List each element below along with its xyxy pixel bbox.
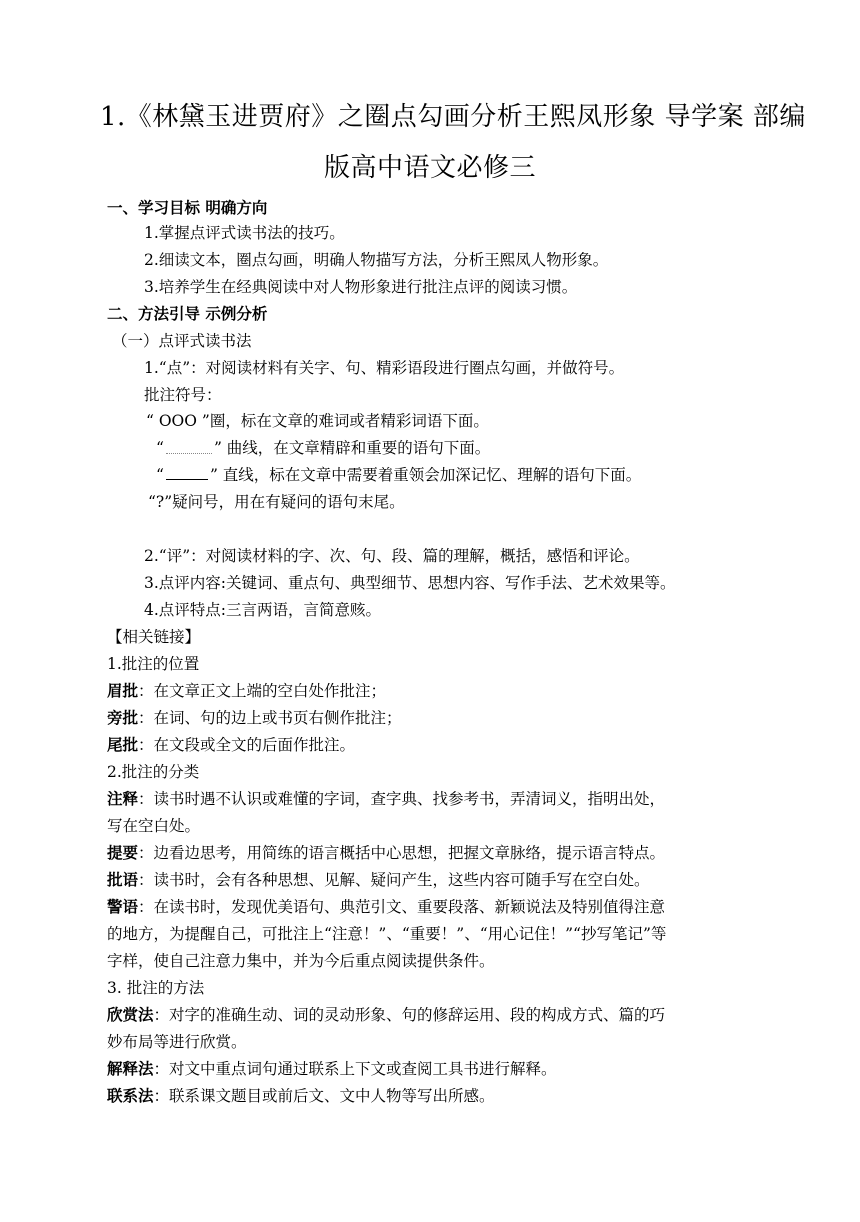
- text-jingyu-3: 字样，使自己注意力集中，并为今后重点阅读提供条件。: [107, 952, 495, 970]
- position-pangpi: [107, 708, 402, 728]
- point-feature: 4.点评特点:三言两语，言简意赅。: [144, 601, 382, 619]
- term-jingyu: 警语: [107, 898, 139, 916]
- text-meipi: ：在文章正文上端的空白处作批注；: [138, 682, 387, 700]
- point-dian: 1.“点”：对阅读材料有关字、句、精彩语段进行圈点勾画，并做符号。: [144, 359, 625, 377]
- category-jingyu: [107, 897, 665, 917]
- text-tiyao: ：边看边思考，用简练的语言概括中心思想，把握文章脉络，提示语言特点。: [138, 844, 666, 862]
- category-piyu: [107, 870, 650, 890]
- text-piyu: ：读书时，会有各种思想、见解、疑问产生，这些内容可随手写在空白处。: [138, 871, 650, 889]
- symbol-line-open: “: [156, 466, 164, 484]
- category-tiyao: [107, 843, 665, 863]
- text-lianxi: ：联系课文题目或前后文、文中人物等写出所感。: [153, 1087, 495, 1105]
- symbol-wavy-text: ” 曲线，在文章精辟和重要的语句下面。: [213, 439, 491, 457]
- text-zhushi-1: ：读书时遇不认识或难懂的字词，查字典、找参考书，弄清词义，指明出处，: [138, 790, 666, 808]
- text-weipi: ：在文段或全文的后面作批注。: [138, 736, 356, 754]
- text-jingyu-1: ：在读书时，发现优美语句、典范引文、重要段落、新颖说法及特别值得注意: [138, 898, 666, 916]
- category-title: 2.批注的分类: [107, 763, 200, 781]
- goal-item-2: 2.细读文本，圈点勾画，明确人物描写方法，分析王熙凤人物形象。: [144, 251, 609, 269]
- text-jieshi: ：对文中重点词句通过联系上下文或查阅工具书进行解释。: [153, 1060, 557, 1078]
- position-weipi: [107, 735, 355, 755]
- wavy-line-sample: [166, 445, 212, 454]
- symbol-straight: [156, 465, 641, 485]
- text-jingyu-2: 的地方，为提醒自己，可批注上“注意！”、“重要！”、“用心记住！”“抄写笔记”等: [107, 925, 667, 943]
- links-heading: 【相关链接】: [107, 628, 201, 646]
- symbols-label: 批注符号：: [144, 386, 222, 404]
- subsection-title: （一）点评式读书法: [112, 332, 252, 350]
- symbol-line-text: ” 直线，标在文章中需要着重领会加深记忆、理解的语句下面。: [209, 466, 642, 484]
- term-weipi: 尾批: [107, 736, 139, 754]
- term-lianxi: 联系法: [107, 1087, 154, 1105]
- doc-title-line1: 1.《林黛玉进贾府》之圈点勾画分析王熙凤形象 导学案 部编: [100, 102, 806, 132]
- symbol-circle: “ OOO ”圈，标在文章的难词或者精彩词语下面。: [146, 412, 489, 430]
- point-content: 3.点评内容:关键词、重点句、典型细节、思想内容、写作手法、艺术效果等。: [144, 574, 676, 592]
- term-pangpi: 旁批: [107, 709, 139, 727]
- category-zhushi: [107, 789, 665, 809]
- symbol-wavy: [156, 438, 490, 458]
- section1-heading: 一、学习目标 明确方向: [107, 199, 268, 217]
- term-piyu: 批语: [107, 871, 139, 889]
- text-xinshang-2: 妙布局等进行欣赏。: [107, 1033, 247, 1051]
- method-title: 3. 批注的方法: [107, 979, 205, 997]
- point-ping: 2.“评”：对阅读材料的字、次、句、段、篇的理解，概括，感悟和评论。: [144, 547, 640, 565]
- straight-line-sample: [166, 465, 208, 480]
- term-tiyao: 提要: [107, 844, 139, 862]
- position-meipi: [107, 681, 386, 701]
- goal-item-3: 3.培养学生在经典阅读中对人物形象进行批注点评的阅读习惯。: [144, 278, 578, 296]
- method-lianxi: [107, 1086, 495, 1106]
- term-xinshang: 欣赏法: [107, 1006, 154, 1024]
- doc-title-line2: 版高中语文必修三: [323, 153, 536, 183]
- method-xinshang: [107, 1005, 665, 1025]
- text-zhushi-2: 写在空白处。: [107, 817, 201, 835]
- symbol-wavy-open: “: [156, 439, 164, 457]
- symbol-question: “?”疑问号，用在有疑问的语句末尾。: [148, 493, 405, 511]
- text-xinshang-1: ：对字的准确生动、词的灵动形象、句的修辞运用、段的构成方式、篇的巧: [153, 1006, 666, 1024]
- term-jieshi: 解释法: [107, 1060, 154, 1078]
- text-pangpi: ：在词、句的边上或书页右侧作批注；: [138, 709, 402, 727]
- position-title: 1.批注的位置: [107, 655, 200, 673]
- goal-item-1: 1.掌握点评式读书法的技巧。: [144, 224, 345, 242]
- section2-heading: 二、方法引导 示例分析: [107, 305, 268, 323]
- term-zhushi: 注释: [107, 790, 139, 808]
- method-jieshi: [107, 1059, 557, 1079]
- term-meipi: 眉批: [107, 682, 139, 700]
